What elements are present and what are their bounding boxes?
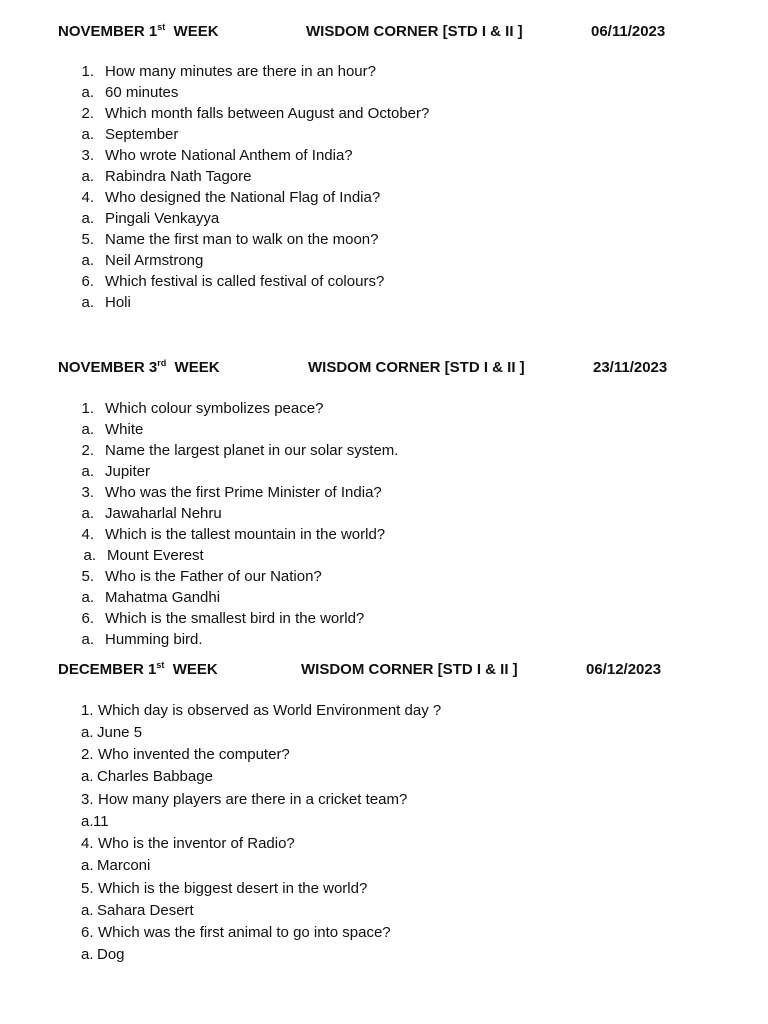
item-marker: 6. <box>81 273 94 290</box>
item-marker: 3. <box>81 791 94 808</box>
list-item <box>0 902 768 923</box>
item-marker: 4. <box>81 526 94 543</box>
item-marker: 4. <box>81 189 94 206</box>
list-item <box>0 210 768 231</box>
list-item <box>0 631 768 652</box>
item-text: Charles Babbage <box>97 768 213 785</box>
item-text: Who wrote National Anthem of India? <box>105 147 353 164</box>
item-text: Pingali Venkayya <box>105 210 220 227</box>
item-marker: a. <box>81 168 94 185</box>
item-text: Who was the first Prime Minister of India? <box>105 484 382 501</box>
item-marker: a. <box>81 724 94 741</box>
item-marker: 2. <box>81 105 94 122</box>
week-heading <box>58 23 219 40</box>
item-text: Which festival is called festival of colours? <box>105 273 385 290</box>
item-marker: a. <box>81 294 94 311</box>
list-item <box>0 924 768 945</box>
item-text: June 5 <box>97 724 143 741</box>
item-text: Dog <box>97 946 125 963</box>
item-marker: a. <box>81 210 94 227</box>
section-title: WISDOM CORNER [STD I & II ] <box>301 661 518 678</box>
list-item <box>0 463 768 484</box>
item-marker: 3. <box>81 484 94 501</box>
item-marker: a. <box>81 946 94 963</box>
week-heading <box>58 661 218 678</box>
week-superscript: st <box>156 660 165 670</box>
list-item <box>0 484 768 505</box>
list-item <box>0 505 768 526</box>
item-marker: 6. <box>81 610 94 627</box>
item-text: Who is the inventor of Radio? <box>98 835 295 852</box>
item-text: Sahara Desert <box>97 902 194 919</box>
week-superscript: st <box>157 22 166 32</box>
item-text: Name the largest planet in our solar system. <box>105 442 399 459</box>
week-superscript: rd <box>157 358 167 368</box>
item-marker: a. <box>81 768 94 785</box>
item-marker: a. <box>83 547 96 564</box>
list-item <box>0 724 768 745</box>
section-header <box>0 23 768 45</box>
list-item <box>0 791 768 812</box>
item-text: Rabindra Nath Tagore <box>105 168 252 185</box>
item-marker: a. <box>81 252 94 269</box>
item-text: Humming bird. <box>105 631 203 648</box>
item-marker: a. <box>81 857 94 874</box>
item-marker: 5. <box>81 231 94 248</box>
item-text: Holi <box>105 294 131 311</box>
item-text: Neil Armstrong <box>105 252 204 269</box>
item-text: White <box>105 421 144 438</box>
section-header <box>0 661 768 683</box>
section-title: WISDOM CORNER [STD I & II ] <box>308 359 525 376</box>
item-marker: a. <box>81 589 94 606</box>
list-item <box>0 84 768 105</box>
item-marker: 3. <box>81 147 94 164</box>
item-marker: 2. <box>81 746 94 763</box>
item-marker: a. <box>81 421 94 438</box>
item-marker: a. <box>81 463 94 480</box>
item-marker: 1. <box>81 702 94 719</box>
list-item <box>0 702 768 723</box>
list-item <box>0 610 768 631</box>
item-text: Who invented the computer? <box>98 746 290 763</box>
item-text: Which day is observed as World Environment day ? <box>98 702 442 719</box>
item-marker: a. <box>81 126 94 143</box>
list-item <box>0 835 768 856</box>
list-item <box>0 294 768 315</box>
item-text: Mahatma Gandhi <box>105 589 221 606</box>
list-item <box>0 442 768 463</box>
item-marker: 5. <box>81 880 94 897</box>
section-date: 23/11/2023 <box>593 359 668 376</box>
item-text: Name the first man to walk on the moon? <box>105 231 379 248</box>
list-item <box>0 746 768 767</box>
week-prefix: DECEMBER 1 <box>58 661 157 678</box>
item-text: Who is the Father of our Nation? <box>105 568 322 585</box>
section-title: WISDOM CORNER [STD I & II ] <box>306 23 523 40</box>
item-text: Mount Everest <box>107 547 204 564</box>
section-header <box>0 359 768 381</box>
item-text: Which was the first animal to go into space? <box>98 924 391 941</box>
week-heading <box>58 359 220 376</box>
list-item <box>0 589 768 610</box>
list-item <box>0 168 768 189</box>
list-item <box>0 126 768 147</box>
item-marker: a. <box>81 631 94 648</box>
item-marker: a. <box>81 84 94 101</box>
week-prefix: NOVEMBER 3 <box>58 359 158 376</box>
item-text: Jawaharlal Nehru <box>105 505 222 522</box>
list-item <box>0 880 768 901</box>
week-suffix: WEEK <box>174 359 220 376</box>
item-text: Which is the biggest desert in the world? <box>98 880 368 897</box>
item-text: Who designed the National Flag of India? <box>105 189 381 206</box>
item-marker: 5. <box>81 568 94 585</box>
item-marker: 2. <box>81 442 94 459</box>
list-item <box>0 189 768 210</box>
item-marker: 1. <box>81 400 94 417</box>
item-text: Which colour symbolizes peace? <box>105 400 324 417</box>
item-text: How many players are there in a cricket team? <box>98 791 408 808</box>
list-item <box>0 421 768 442</box>
list-item <box>0 147 768 168</box>
list-item <box>0 252 768 273</box>
item-text: Which month falls between August and October? <box>105 105 430 122</box>
list-item <box>0 105 768 126</box>
item-text: 60 minutes <box>105 84 179 101</box>
section-date: 06/11/2023 <box>591 23 666 40</box>
item-marker: a. <box>81 902 94 919</box>
list-item <box>0 526 768 547</box>
item-text: Which is the tallest mountain in the world? <box>105 526 386 543</box>
list-item <box>0 63 768 84</box>
section-date: 06/12/2023 <box>586 661 662 678</box>
list-item <box>0 400 768 421</box>
week-suffix: WEEK <box>173 23 219 40</box>
item-text: 11 <box>93 813 109 830</box>
list-item <box>0 231 768 252</box>
list-item <box>0 273 768 294</box>
item-text: Which is the smallest bird in the world? <box>105 610 365 627</box>
item-text: How many minutes are there in an hour? <box>105 63 376 80</box>
item-marker: 4. <box>81 835 94 852</box>
item-text: Jupiter <box>105 463 151 480</box>
list-item <box>0 857 768 878</box>
list-item <box>0 768 768 789</box>
item-marker: 1. <box>81 63 94 80</box>
item-text: September <box>105 126 179 143</box>
list-item <box>0 813 768 834</box>
list-item <box>0 568 768 589</box>
item-text: Marconi <box>97 857 151 874</box>
list-item <box>0 547 768 568</box>
list-item <box>0 946 768 967</box>
item-marker: a. <box>81 813 94 830</box>
item-marker: 6. <box>81 924 94 941</box>
week-suffix: WEEK <box>172 661 218 678</box>
week-prefix: NOVEMBER 1 <box>58 23 158 40</box>
item-marker: a. <box>81 505 94 522</box>
